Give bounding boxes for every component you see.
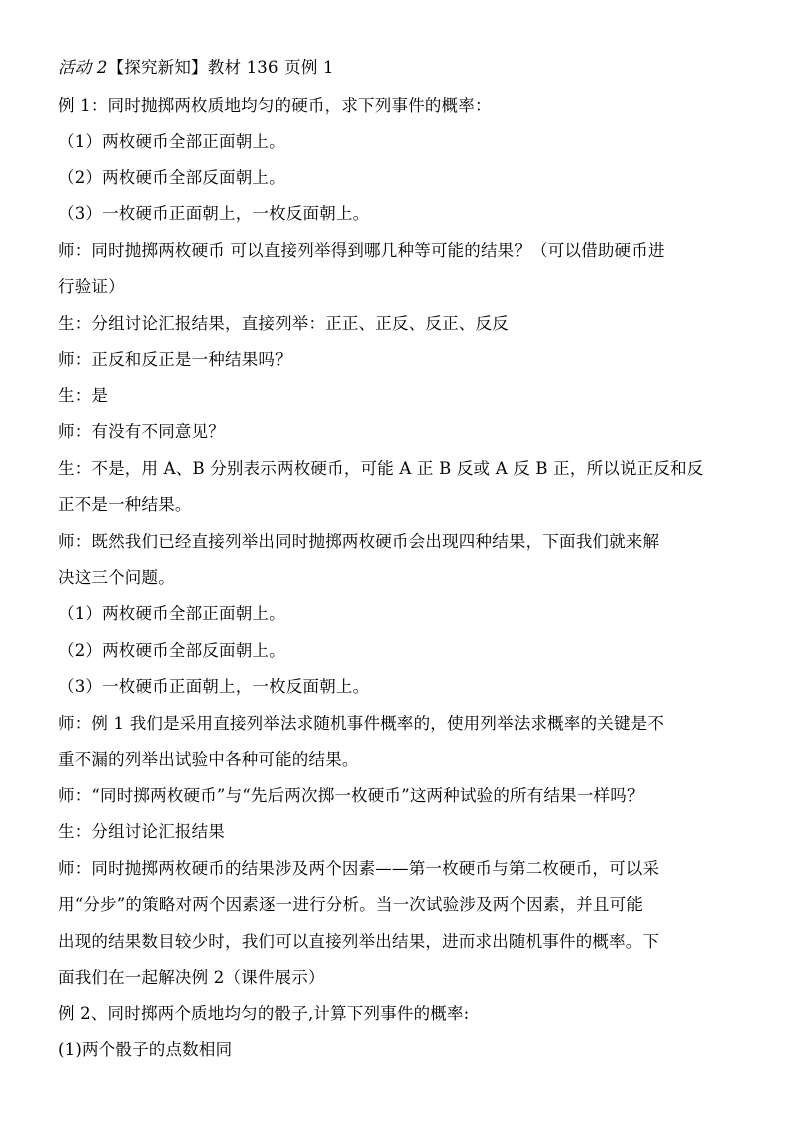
- text-line: 例 2、同时掷两个质地均匀的骰子,计算下列事件的概率:: [58, 1004, 470, 1023]
- text-line: 师：同时抛掷两枚硬币 可以直接列举得到哪几种等可能的结果？（可以借助硬币进: [58, 241, 665, 260]
- activity-heading: [58, 58, 748, 78]
- text-line: 师：既然我们已经直接列举出同时抛掷两枚硬币会出现四种结果，下面我们就来解: [58, 532, 660, 551]
- text-line: 面我们在一起解决例 2（课件展示）: [58, 968, 325, 987]
- text-line: 出现的结果数目较少时，我们可以直接列举出结果，进而求出随机事件的概率。下: [58, 932, 660, 951]
- text-line: 生：不是，用 A、B 分别表示两枚硬币，可能 A 正 B 反或 A 反 B 正，所以说正反和反: [58, 459, 704, 478]
- text-line: 例 1：同时抛掷两枚质地均匀的硬币，求下列事件的概率：: [58, 96, 492, 115]
- text-line: （1）两枚硬币全部正面朝上。: [58, 604, 286, 623]
- text-line: （2）两枚硬币全部反面朝上。: [58, 168, 286, 187]
- text-line: 用“分步”的策略对两个因素逐一进行分析。当一次试验涉及两个因素，并且可能: [58, 895, 644, 914]
- text-line: （3）一枚硬币正面朝上，一枚反面朝上。: [58, 204, 370, 223]
- text-line: 重不漏的列举出试验中各种可能的结果。: [58, 750, 359, 769]
- text-line: 师：有没有不同意见？: [58, 422, 225, 441]
- text-line: 决这三个问题。: [58, 568, 175, 587]
- text-line: 师：正反和反正是一种结果吗？: [58, 350, 292, 369]
- text-line: （1）两枚硬币全部正面朝上。: [58, 132, 286, 151]
- text-line: 师：同时抛掷两枚硬币的结果涉及两个因素——第一枚硬币与第二枚硬币，可以采: [58, 859, 660, 878]
- text-line: (1)两个骰子的点数相同: [58, 1040, 233, 1059]
- text-line: 师：“同时掷两枚硬币”与“先后两次掷一枚硬币”这两种试验的所有结果一样吗？: [58, 786, 644, 805]
- text-line: （2）两枚硬币全部反面朝上。: [58, 641, 286, 660]
- activity-label: 活动 2: [58, 58, 108, 77]
- text-line: （3）一枚硬币正面朝上，一枚反面朝上。: [58, 677, 370, 696]
- text-line: 正不是一种结果。: [58, 495, 192, 514]
- text-line: 师：例 1 我们是采用直接列举法求随机事件概率的，使用列举法求概率的关键是不: [58, 714, 665, 733]
- text-line: 生：是: [58, 386, 109, 405]
- text-line: 生：分组讨论汇报结果，直接列举：正正、正反、反正、反反: [58, 314, 509, 333]
- text-line: 行验证）: [58, 277, 125, 296]
- activity-title: 【探究新知】教材 136 页例 1: [107, 58, 334, 77]
- text-line: 生：分组讨论汇报结果: [58, 822, 225, 841]
